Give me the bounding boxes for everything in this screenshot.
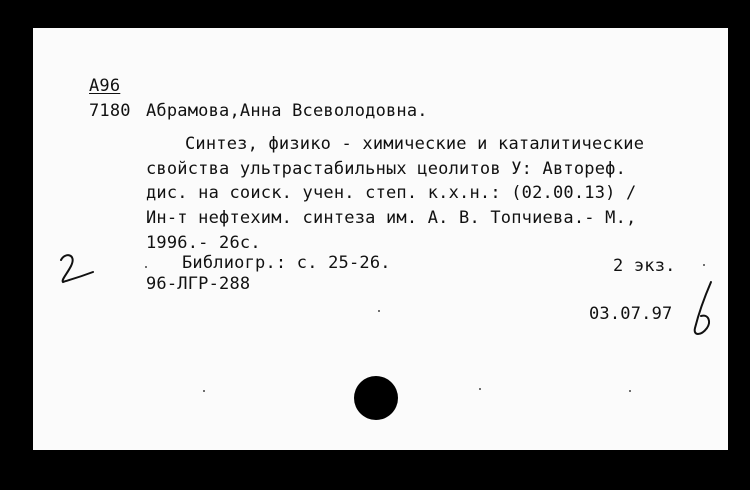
title-line-4: Ин-т нефтехим. синтеза им. А. В. Топчиева.- М.,: [146, 208, 637, 228]
title-line-2: свойства ультрастабильных цеолитов У: Автореф.: [146, 159, 627, 179]
record-number: 7180: [89, 101, 131, 121]
scan-speck: [145, 266, 147, 268]
bibliography-note: Библиогр.: с. 25-26.: [182, 253, 391, 273]
scan-speck: [203, 390, 205, 392]
card-date: 03.07.97: [589, 304, 673, 324]
acquisition-code: 96-ЛГР-288: [146, 274, 251, 294]
author-name: Абрамова,Анна Всеволодовна.: [146, 101, 428, 121]
title-line-5: 1996.- 26с.: [146, 233, 261, 253]
title-line-1: Синтез, физико - химические и каталитические: [185, 134, 645, 154]
title-line-3: дис. на соиск. учен. степ. к.х.н.: (02.00.13) /: [146, 183, 637, 203]
scan-speck: [703, 264, 705, 266]
handwritten-signature: [683, 278, 723, 340]
shelf-mark: А96: [89, 76, 121, 96]
catalog-card: [33, 28, 728, 450]
scan-speck: [629, 390, 631, 392]
scan-speck: [378, 310, 380, 312]
copies-count: 2 экз.: [613, 256, 676, 276]
punch-hole: [354, 376, 398, 420]
handwritten-mark-left: [55, 248, 101, 288]
scan-speck: [479, 388, 481, 390]
